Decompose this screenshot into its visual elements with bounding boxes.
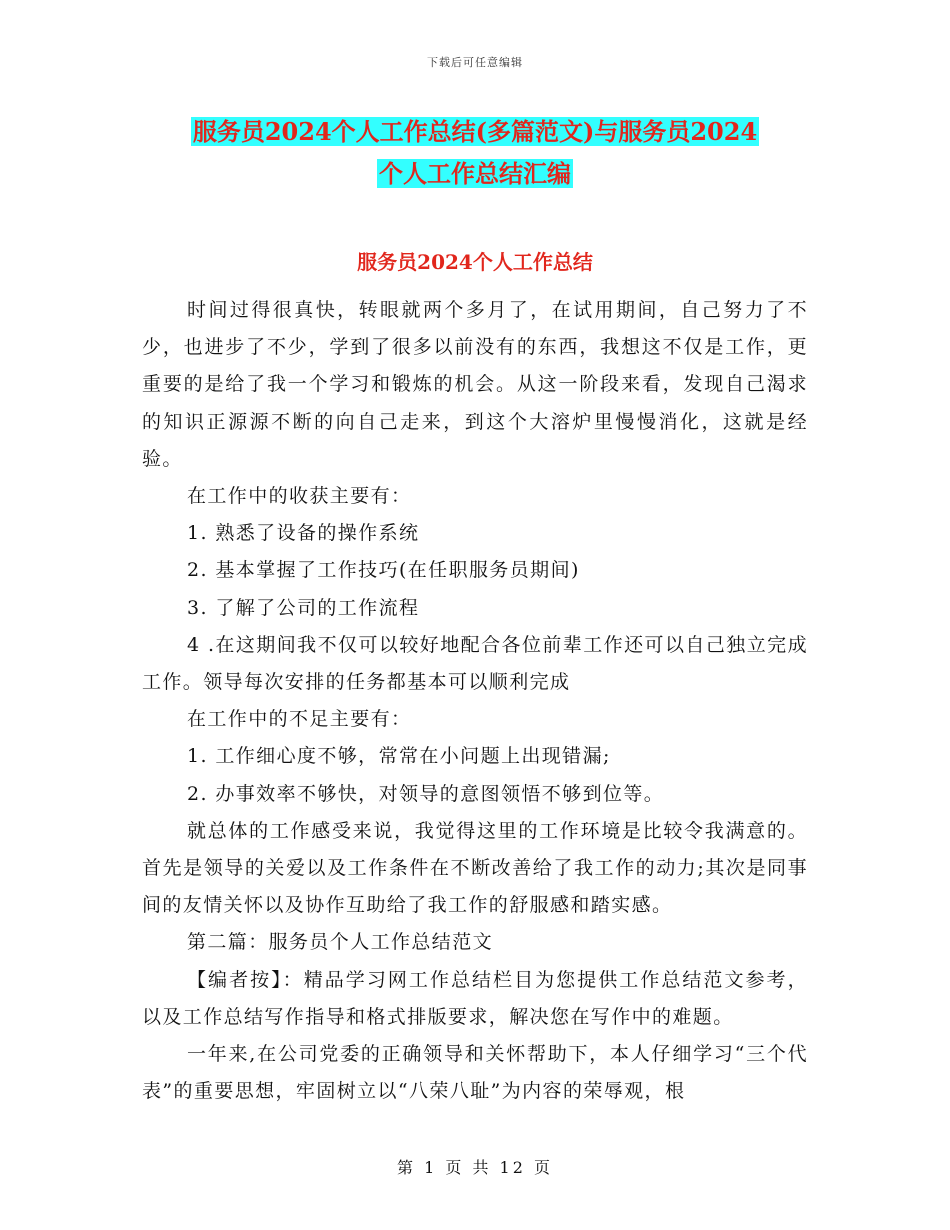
header-note: 下载后可任意编辑 xyxy=(427,56,523,69)
document-title-text-2: 个人工作总结汇编 xyxy=(379,159,571,188)
document-title-text-1: 服务员2024个人工作总结(多篇范文)与服务员2024 xyxy=(192,117,758,146)
list-item-gain-3: 3. 了解了公司的工作流程 xyxy=(187,596,420,619)
paragraph-shortcomings-heading: 在工作中的不足主要有： xyxy=(187,708,412,731)
paragraph-second-article-heading: 第二篇：服务员个人工作总结范文 xyxy=(187,931,494,954)
paragraph-gains-heading: 在工作中的收获主要有： xyxy=(187,485,412,508)
document-title-line-1 xyxy=(0,112,950,152)
page-footer: 第 1 页 共 12 页 xyxy=(397,1158,553,1177)
section-title: 服务员2024个人工作总结 xyxy=(357,250,593,274)
paragraph-editor-note: 【编者按】：精品学习网工作总结栏目为您提供工作总结范文参考，以及工作总结写作指导和格式排版要求，解决您在写作中的难题。 xyxy=(142,968,808,1028)
body-text xyxy=(142,292,808,1110)
list-item-gain-1: 1. 熟悉了设备的操作系统 xyxy=(187,522,420,545)
list-item-gain-4: 4 .在这期间我不仅可以较好地配合各位前辈工作还可以自己独立完成工作。领导每次安排的任务都基本可以顺利完成 xyxy=(142,633,808,694)
list-item-shortcoming-2: 2. 办事效率不够快，对领导的意图领悟不够到位等。 xyxy=(187,782,665,805)
paragraph-overall: 就总体的工作感受来说，我觉得这里的工作环境是比较令我满意的。首先是领导的关爱以及工作条件在不断改善给了我工作的动力;其次是同事间的友情关怀以及协作互助给了我工作的舒服感和踏实感。 xyxy=(142,819,808,917)
list-item-gain-2: 2. 基本掌握了工作技巧(在任职服务员期间) xyxy=(187,559,580,582)
list-item-shortcoming-1: 1. 工作细心度不够，常常在小问题上出现错漏; xyxy=(187,745,611,768)
paragraph-intro: 时间过得很真快，转眼就两个多月了，在试用期间，自己努力了不少，也进步了不少，学到了很多以前没有的东西，我想这不仅是工作，更重要的是给了我一个学习和锻炼的机会。从这一阶段来看，发现自己渴求的知识正源源不断的向自己走来，到这个大溶炉里慢慢消化，这就是经验。 xyxy=(142,299,808,470)
paragraph-year-summary: 一年来,在公司党委的正确领导和关怀帮助下，本人仔细学习“三个代表”的重要思想，牢固树立以“八荣八耻”为内容的荣辱观，根 xyxy=(142,1043,808,1103)
document-title-line-2 xyxy=(0,154,950,194)
